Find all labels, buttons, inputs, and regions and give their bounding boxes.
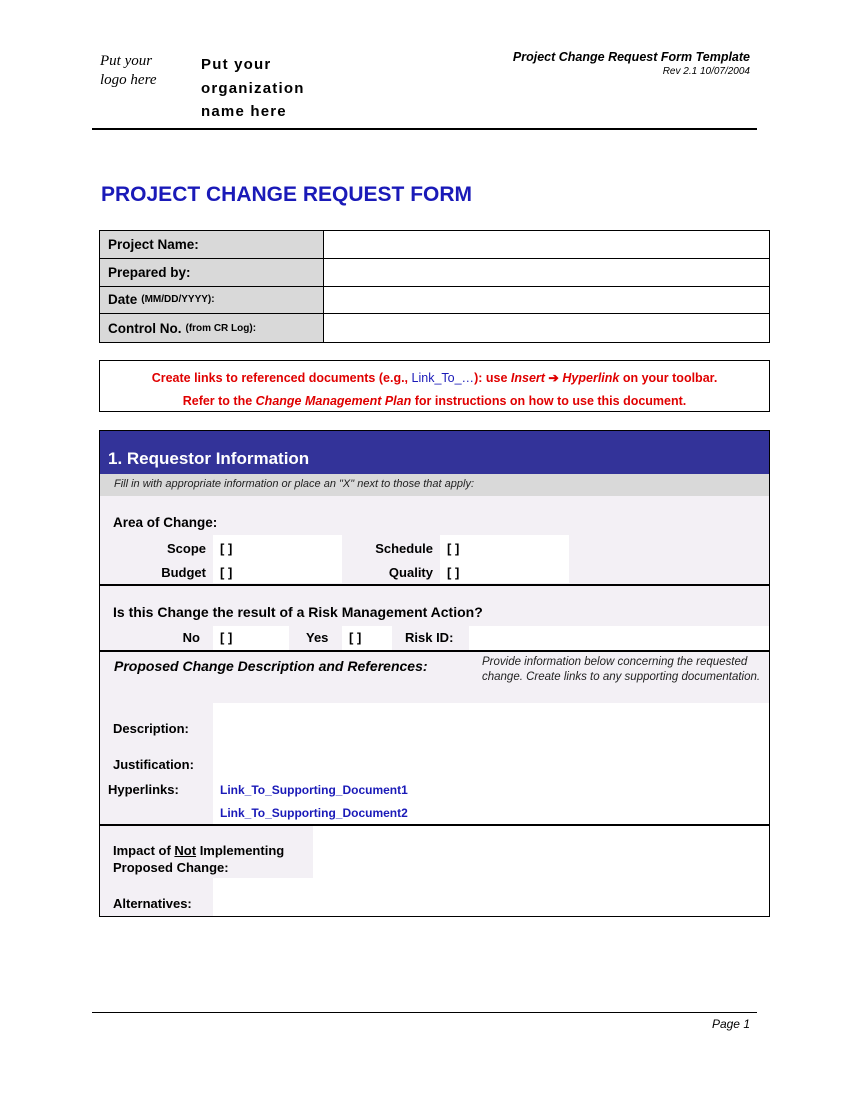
schedule-checkbox[interactable]: [ ] (447, 541, 460, 556)
quality-checkbox[interactable]: [ ] (447, 565, 460, 580)
impact-not: Not (174, 843, 197, 858)
no-checkbox[interactable]: [ ] (220, 630, 233, 645)
organization-name (201, 53, 341, 124)
logo-line-1: Put your (100, 53, 153, 69)
section-title: 1. Requestor Information (100, 431, 769, 474)
page-number: Page 1 (711, 1017, 750, 1031)
project-name-row (100, 231, 769, 259)
divider-2 (100, 650, 769, 652)
divider-1 (100, 584, 769, 586)
impact-label-line-1 (113, 842, 284, 859)
date-label: Date (108, 292, 138, 308)
notice-text-1a: Create links to referenced documents (e.g., (151, 371, 409, 385)
template-title: Project Change Request Form Template (512, 50, 750, 64)
prepared-by-label: Prepared by: (100, 259, 324, 286)
notice-text-1b: ): use (474, 371, 508, 385)
date-format-hint: (MM/DD/YYYY): (141, 294, 215, 306)
risk-id-field[interactable] (469, 626, 770, 650)
org-line-2: organization (201, 79, 305, 97)
schedule-quality-box (440, 535, 569, 583)
form-title: PROJECT CHANGE REQUEST FORM (101, 183, 473, 206)
date-row (100, 287, 769, 315)
template-revision: Rev 2.1 10/07/2004 (662, 66, 750, 77)
scope-budget-box (213, 535, 342, 583)
quality-label: Quality (388, 565, 433, 580)
proposed-change-note: Provide information below concerning the requested change. Create links to any supporting documentation. (482, 656, 761, 683)
control-no-hint: (from CR Log): (185, 322, 257, 334)
notice-text-2b: for instructions on how to use this document. (414, 394, 687, 408)
notice-line-1 (100, 367, 769, 390)
risk-question: Is this Change the result of a Risk Management Action? (113, 604, 483, 620)
logo-placeholder (100, 52, 180, 90)
org-line-1: Put your (201, 56, 272, 73)
scope-checkbox[interactable]: [ ] (220, 541, 233, 556)
change-plan-text: Change Management Plan (255, 394, 412, 408)
project-info-table (99, 230, 770, 343)
footer-divider (92, 1012, 757, 1013)
schedule-label: Schedule (375, 541, 433, 556)
area-of-change-label: Area of Change: (113, 515, 218, 530)
supporting-document-link-2[interactable]: Link_To_Supporting_Document2 (220, 806, 408, 820)
project-name-field[interactable] (324, 231, 769, 258)
control-no-row (100, 314, 769, 342)
impact-suffix: Implementing (196, 843, 285, 858)
arrow-right-icon: ➔ (548, 371, 559, 385)
no-label: No (182, 630, 200, 645)
risk-id-label: Risk ID: (405, 630, 454, 645)
date-label-cell (100, 287, 324, 314)
project-name-label: Project Name: (100, 231, 324, 258)
proposed-change-label: Proposed Change Description and References: (114, 658, 428, 674)
insert-menu-text: Insert (510, 371, 545, 385)
example-link[interactable]: Link_To_… (411, 371, 475, 385)
requestor-information-section (99, 430, 770, 917)
budget-checkbox[interactable]: [ ] (220, 565, 233, 580)
notice-text-1c: on your toolbar. (622, 371, 718, 385)
prepared-by-row (100, 259, 769, 287)
scope-label: Scope (166, 541, 206, 556)
impact-prefix: Impact of (113, 843, 175, 858)
impact-field[interactable] (313, 826, 770, 917)
logo-line-2: logo here (100, 72, 157, 88)
yes-label: Yes (306, 630, 329, 645)
budget-label: Budget (161, 565, 206, 580)
impact-label-line-2: Proposed Change: (113, 860, 229, 875)
supporting-document-link-1[interactable]: Link_To_Supporting_Document1 (220, 783, 408, 797)
notice-text-2a: Refer to the (182, 394, 253, 408)
hyperlink-menu-text: Hyperlink (562, 371, 620, 385)
impact-label (113, 842, 284, 876)
control-no-field[interactable] (324, 314, 769, 342)
prepared-by-field[interactable] (324, 259, 769, 286)
notice-line-2 (100, 390, 769, 413)
justification-label: Justification: (113, 757, 194, 772)
date-field[interactable] (324, 287, 769, 314)
control-no-label-cell (100, 314, 324, 342)
control-no-label: Control No. (108, 320, 182, 336)
alternatives-label: Alternatives: (113, 896, 192, 911)
hyperlinks-label: Hyperlinks: (108, 782, 179, 797)
alternatives-field[interactable] (213, 878, 313, 917)
section-instructions: Fill in with appropriate information or place an "X" next to those that apply: (100, 474, 769, 496)
yes-checkbox[interactable]: [ ] (349, 630, 362, 645)
org-line-3: name here (201, 103, 287, 120)
instructions-notice (99, 360, 770, 412)
header-divider (92, 128, 757, 130)
description-label: Description: (113, 721, 189, 736)
